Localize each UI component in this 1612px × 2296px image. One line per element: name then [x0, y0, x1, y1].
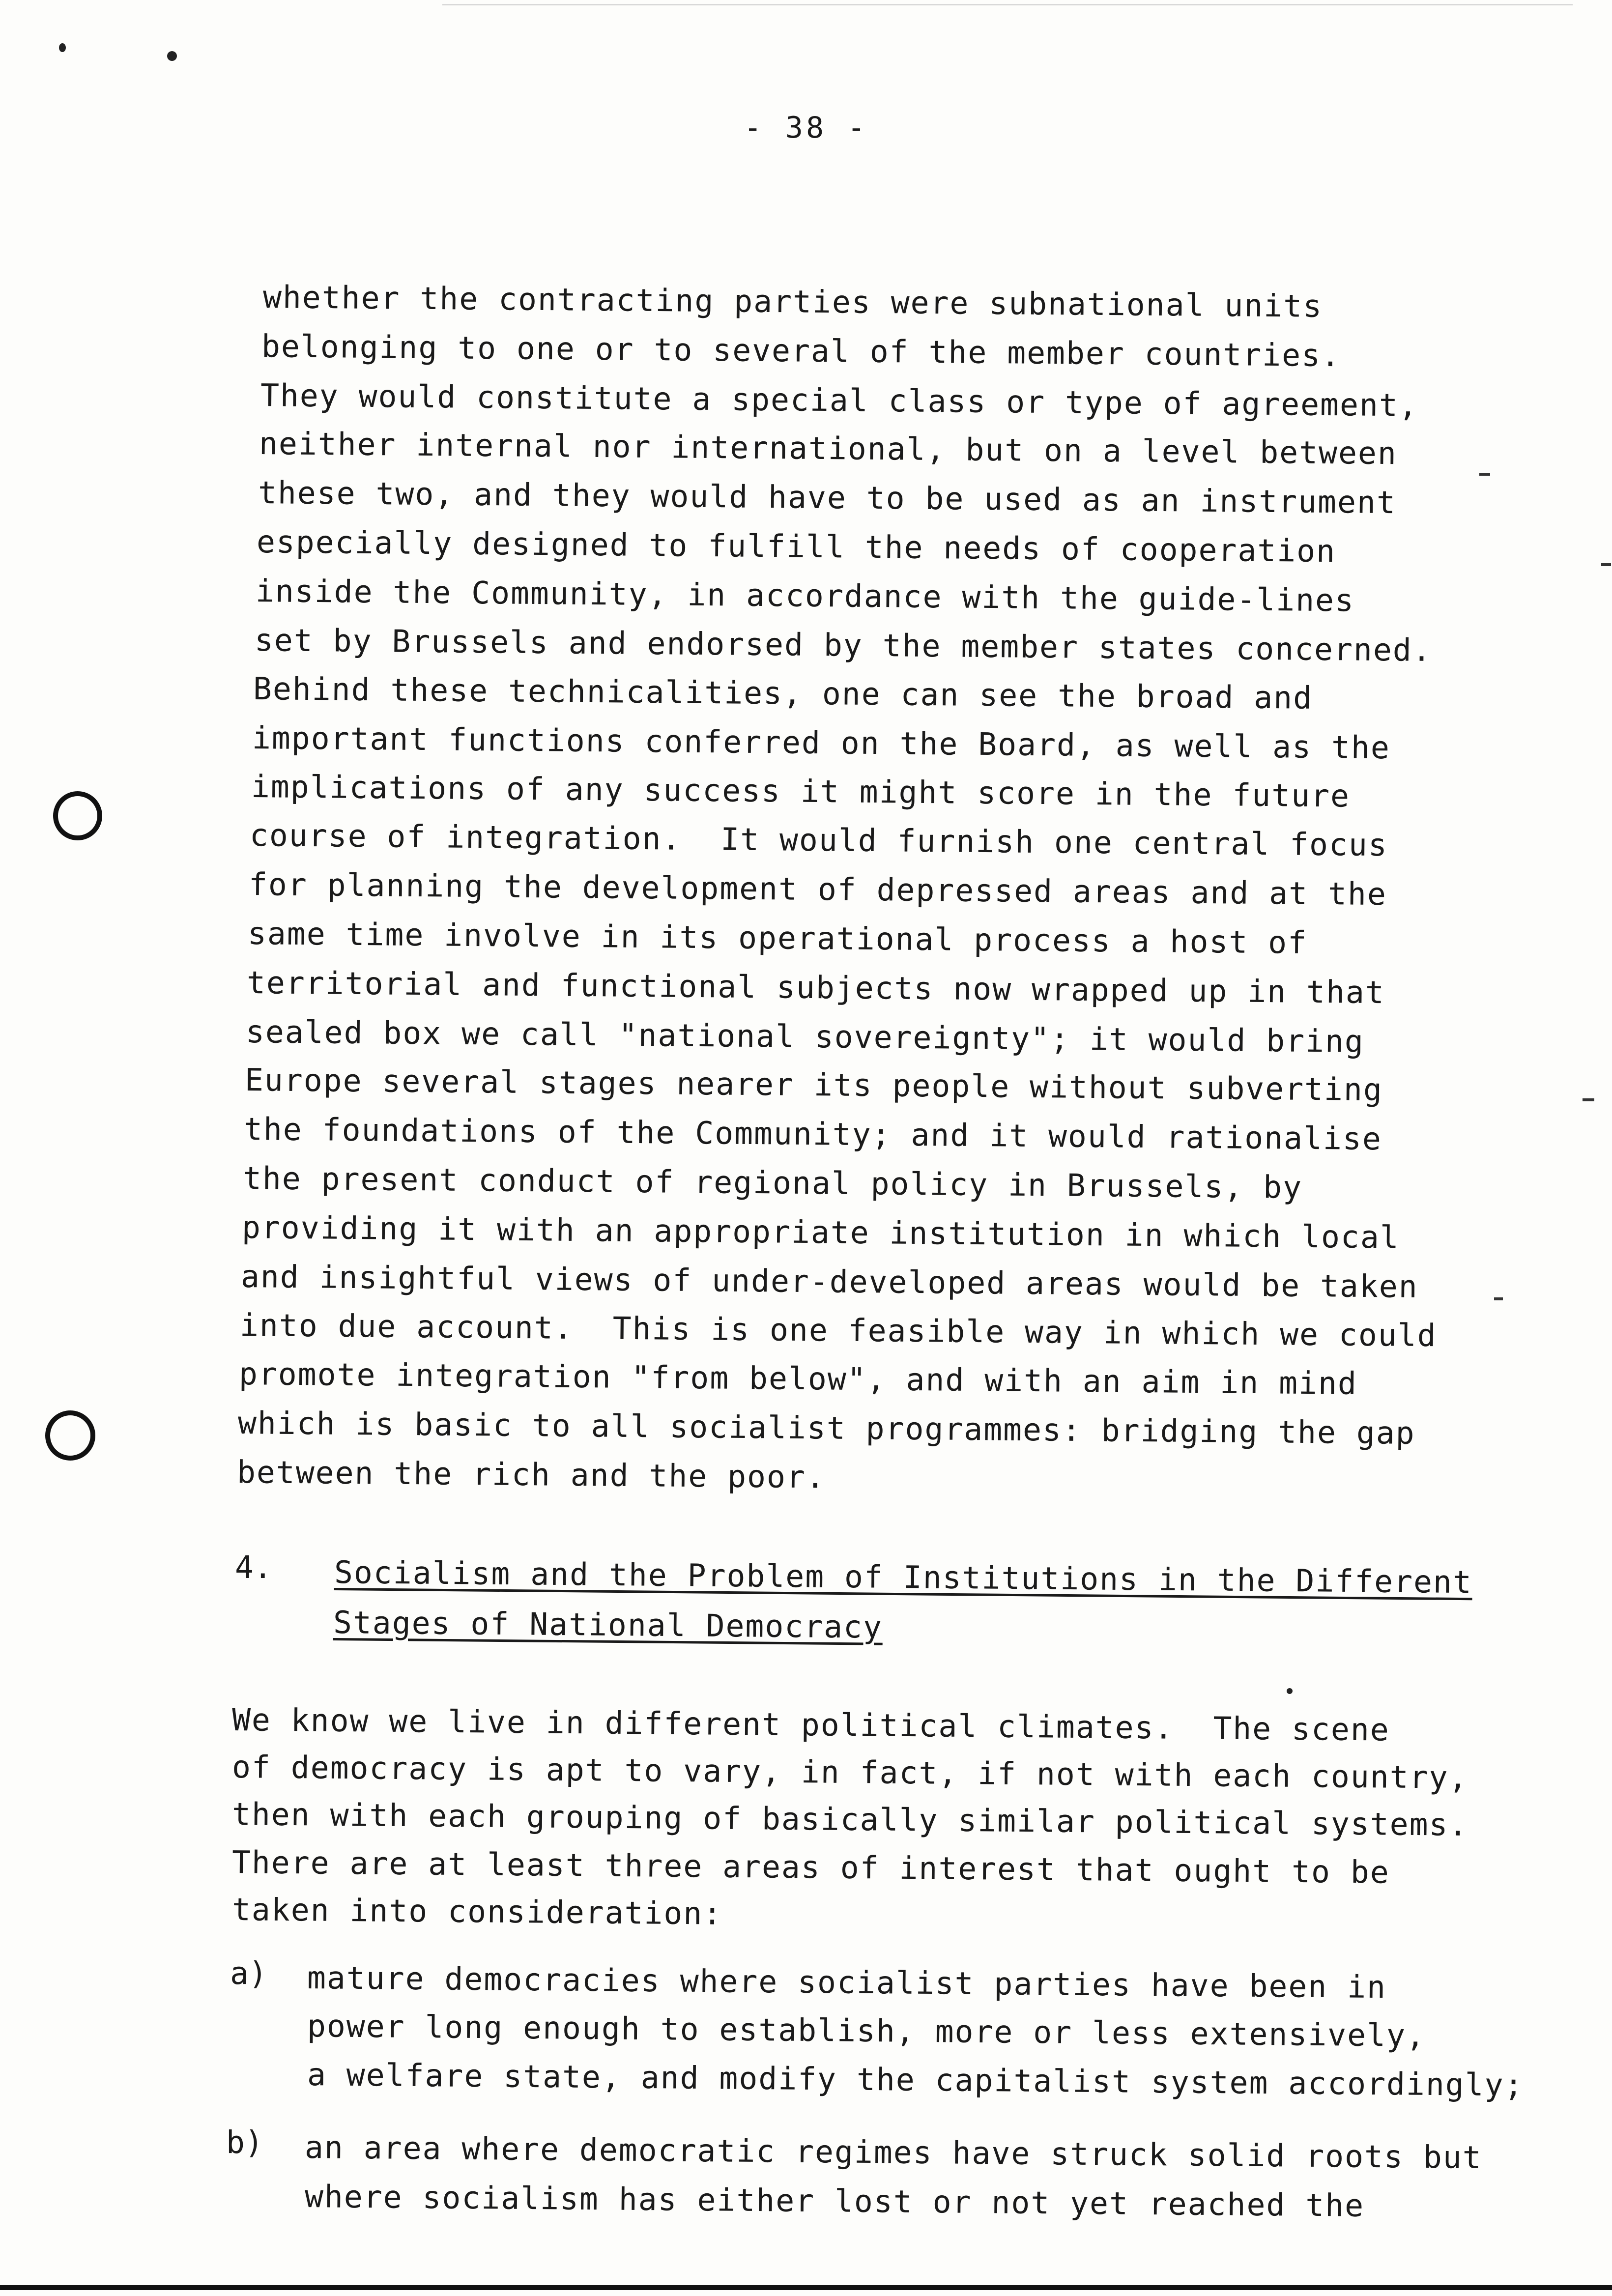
section-title-line-2: Stages of National Democracy	[333, 1605, 883, 1645]
text-line: these two, and they would have to be used as an instrument	[258, 475, 1397, 521]
punch-hole	[45, 1410, 95, 1461]
text-line: and insightful views of under-developed areas would be taken	[240, 1259, 1418, 1305]
text-line: an area where democratic regimes have struck solid roots but	[304, 2129, 1482, 2176]
text-line: then with each grouping of basically similar political systems.	[231, 1796, 1468, 1843]
text-line: for planning the development of depressed areas and at the	[248, 866, 1387, 913]
list-marker: b)	[226, 2124, 263, 2160]
text-line: providing it with an appropriate institution in which local	[241, 1209, 1400, 1256]
text-line: set by Brussels and endorsed by the member states concerned.	[254, 622, 1432, 668]
margin-mark	[1583, 1098, 1594, 1101]
section-title-line-1: Socialism and the Problem of Institutions in the Different	[334, 1554, 1473, 1601]
text-line: inside the Community, in accordance with the guide-lines	[255, 573, 1355, 619]
text-line: into due account. This is one feasible way in which we could	[239, 1307, 1437, 1354]
text-line: between the rich and the poor.	[236, 1454, 826, 1495]
text-line: Europe several stages nearer its people without subverting	[244, 1062, 1383, 1108]
text-line: There are at least three areas of interest that ought to be	[231, 1844, 1390, 1891]
section-number: 4.	[235, 1550, 272, 1585]
text-line: same time involve in its operational process a host of	[247, 916, 1308, 961]
text-line: a welfare state, and modify the capitalist system accordingly;	[307, 2057, 1524, 2103]
text-line: the foundations of the Community; and it would rationalise	[243, 1111, 1382, 1157]
margin-mark	[1601, 563, 1611, 566]
text-line: neither internal nor international, but on a level between	[259, 426, 1398, 472]
text-line: belonging to one or to several of the member countries.	[261, 328, 1341, 374]
text-line: of democracy is apt to vary, in fact, if not with each country,	[231, 1749, 1468, 1796]
scan-speck	[167, 51, 177, 61]
text-line: where socialism has either lost or not yet reached the	[304, 2179, 1365, 2224]
scan-speck	[1287, 1688, 1293, 1694]
text-line: the present conduct of regional policy in Brussels, by	[242, 1160, 1303, 1205]
text-line: which is basic to all socialist programmes: bridging the gap	[237, 1405, 1415, 1451]
text-line: power long enough to establish, more or less extensively,	[307, 2008, 1426, 2054]
page-number: - 38 -	[744, 111, 868, 145]
text-line: mature democracies where socialist parties have been in	[307, 1960, 1387, 2006]
margin-mark	[1494, 1297, 1503, 1300]
text-line: Behind these technicalities, one can see the broad and	[253, 671, 1313, 716]
text-line: taken into consideration:	[231, 1892, 723, 1932]
text-line: implications of any success it might score in the future	[251, 769, 1351, 814]
scan-bottom-edge	[0, 2285, 1612, 2290]
text-line: territorial and functional subjects now wrapped up in that	[246, 965, 1385, 1011]
scan-edge-line	[442, 4, 1573, 5]
text-line: especially designed to fulfill the needs of cooperation	[256, 524, 1336, 570]
text-line: They would constitute a special class or type of agreement,	[260, 377, 1419, 424]
punch-hole	[53, 791, 102, 840]
text-line: course of integration. It would furnish one central focus	[249, 817, 1388, 863]
margin-mark	[1479, 473, 1490, 476]
text-line: important functions conferred on the Board, as well as the	[252, 720, 1391, 766]
text-line: We know we live in different political climates. The scene	[231, 1702, 1390, 1748]
text-line: sealed box we call "national sovereignty"; it would bring	[245, 1014, 1365, 1060]
scan-speck	[59, 43, 66, 52]
text-line: promote integration "from below", and with an aim in mind	[238, 1356, 1358, 1402]
list-marker: a)	[230, 1955, 267, 1991]
text-line: whether the contracting parties were subnational units	[262, 279, 1323, 324]
